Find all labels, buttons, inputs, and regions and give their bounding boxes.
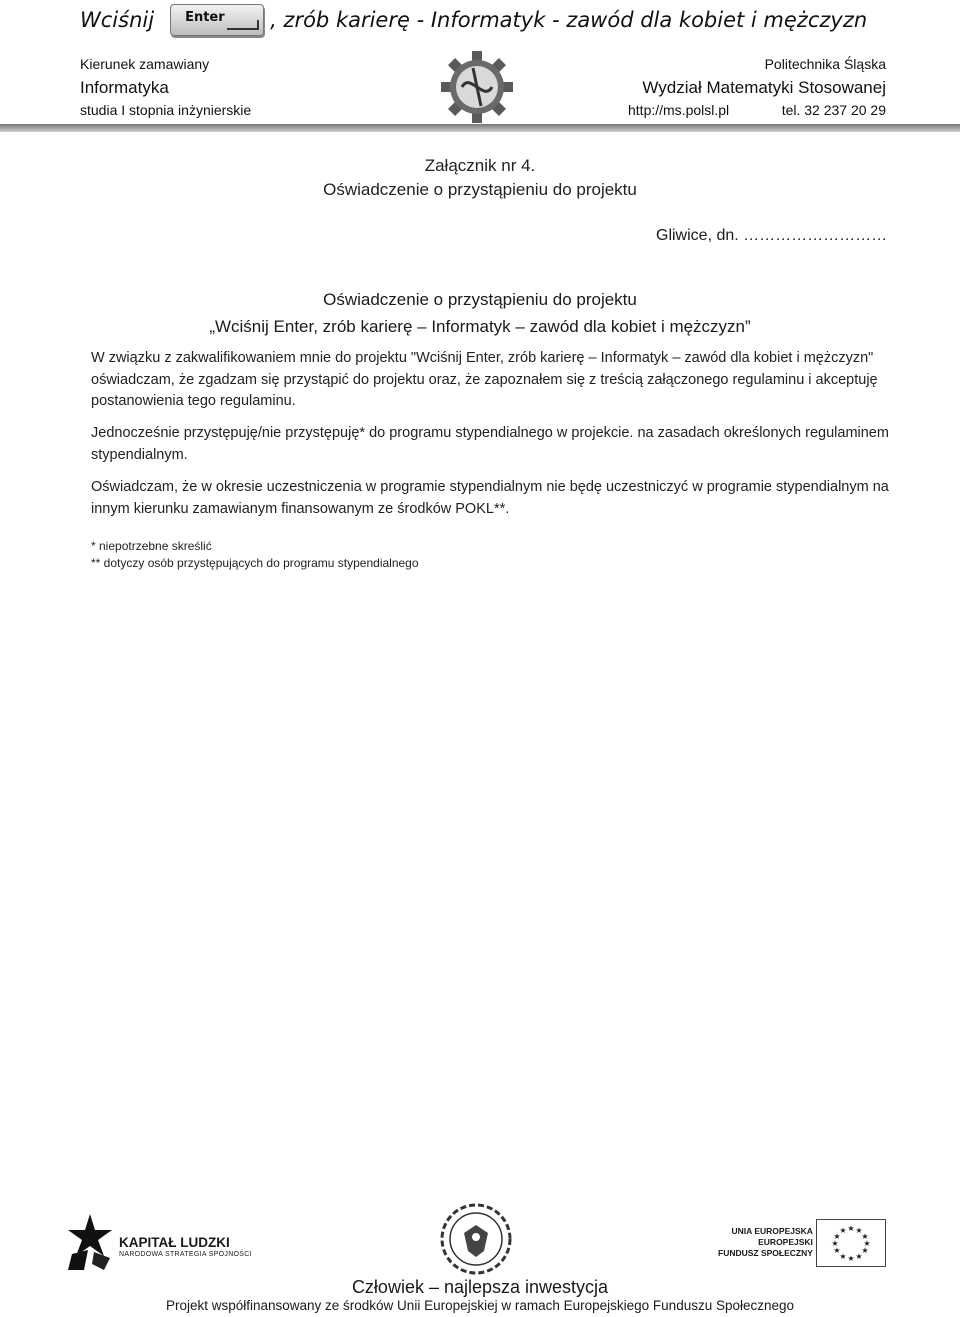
eu-label-line3: FUNDUSZ SPOŁECZNY [718,1248,813,1258]
header-study-level: studia I stopnia inżynierskie [80,102,252,118]
kapital-ludzki-subtitle: NARODOWA STRATEGIA SPÓJNOŚCI [119,1251,252,1258]
svg-text:★: ★ [861,1232,869,1241]
header-field-of-study: Informatyka [80,78,169,97]
banner-title-start: Wciśnij [80,8,155,32]
svg-text:★: ★ [855,1226,863,1235]
eu-label [718,1226,813,1259]
return-arrow-icon [227,20,259,30]
banner-title [80,2,867,38]
footer-funding-note: Projekt współfinansowany ze środków Unii Europejskiej w ramach Europejskiego Funduszu Społecznego [165,1298,795,1313]
svg-text:★: ★ [831,1239,839,1248]
eu-label-line2: EUROPEJSKI [758,1237,813,1247]
svg-text:★: ★ [847,1224,855,1233]
header-phone: tel. 32 237 20 29 [781,102,886,118]
statement-paragraph-exclusion: Oświadczam, że w okresie uczestniczenia w programie stypendialnym nie będę uczestniczyć w programie stypendialnym na innym kierunku zamawianym finansowanym ze środków POKL**. [91,479,889,517]
kapital-ludzki-title: KAPITAŁ LUDZKI [119,1235,230,1250]
eu-label-line1: UNIA EUROPEJSKA [731,1226,813,1236]
project-name-title: „Wciśnij Enter, zrób karierę – Informatyk – zawód dla kobiet i mężczyzn” [209,317,751,336]
svg-text:★: ★ [833,1246,841,1255]
svg-text:★: ★ [839,1226,847,1235]
banner-title-end: , zrób karierę - Informatyk - zawód dla kobiet i mężczyzn [270,8,868,32]
faculty-gear-logo [440,50,514,124]
header-faculty: Wydział Matematyki Stosowanej [642,78,886,97]
place-date-line: Gliwice, dn. ……………………… [656,227,888,244]
kapital-ludzki-logo-icon [64,1214,116,1272]
footnote-scholarship: ** dotyczy osób przystępujących do programu stypendialnego [91,556,419,570]
svg-text:★: ★ [861,1246,869,1255]
eu-flag-icon [816,1219,886,1267]
annex-number: Załącznik nr 4. [424,156,536,175]
svg-text:★: ★ [847,1254,855,1263]
svg-text:★: ★ [839,1252,847,1261]
svg-text:★: ★ [863,1239,871,1248]
header-url-link[interactable]: http://ms.polsl.pl [628,102,730,118]
svg-text:★: ★ [855,1252,863,1261]
banner-divider [0,124,960,132]
header-university: Politechnika Śląska [764,56,886,72]
svg-text:★: ★ [833,1232,841,1241]
footnote-strike: * niepotrzebne skreślić [91,539,212,553]
statement-paragraph-scholarship: Jednocześnie przystępuję/nie przystępuję* do programu stypendialnego w projekcie. na zasadach określonych regulaminem stypendialnym. [91,425,889,463]
eu-stars-icon [817,1220,885,1266]
statement-title: Oświadczenie o przystąpieniu do projektu [323,290,637,309]
enter-key-label: Enter [185,10,225,25]
enter-key-icon [170,4,264,36]
statement-paragraph-consent: W związku z zakwalifikowaniem mnie do projektu "Wciśnij Enter, zrób karierę – Informatyk – zawód dla kobiet i mężczyzn" oświadczam, że zgadzam się przystąpić do projektu oraz, że zapoznałem się z treścią załączonego regulaminu i akceptuję postanowienia tego regulaminu. [91,350,878,409]
annex-title: Oświadczenie o przystąpieniu do projektu [323,180,637,199]
university-seal-logo [440,1203,512,1275]
footer-slogan: Człowiek – najlepsza inwestycja [351,1277,609,1297]
header-field-label: Kierunek zamawiany [80,56,210,72]
